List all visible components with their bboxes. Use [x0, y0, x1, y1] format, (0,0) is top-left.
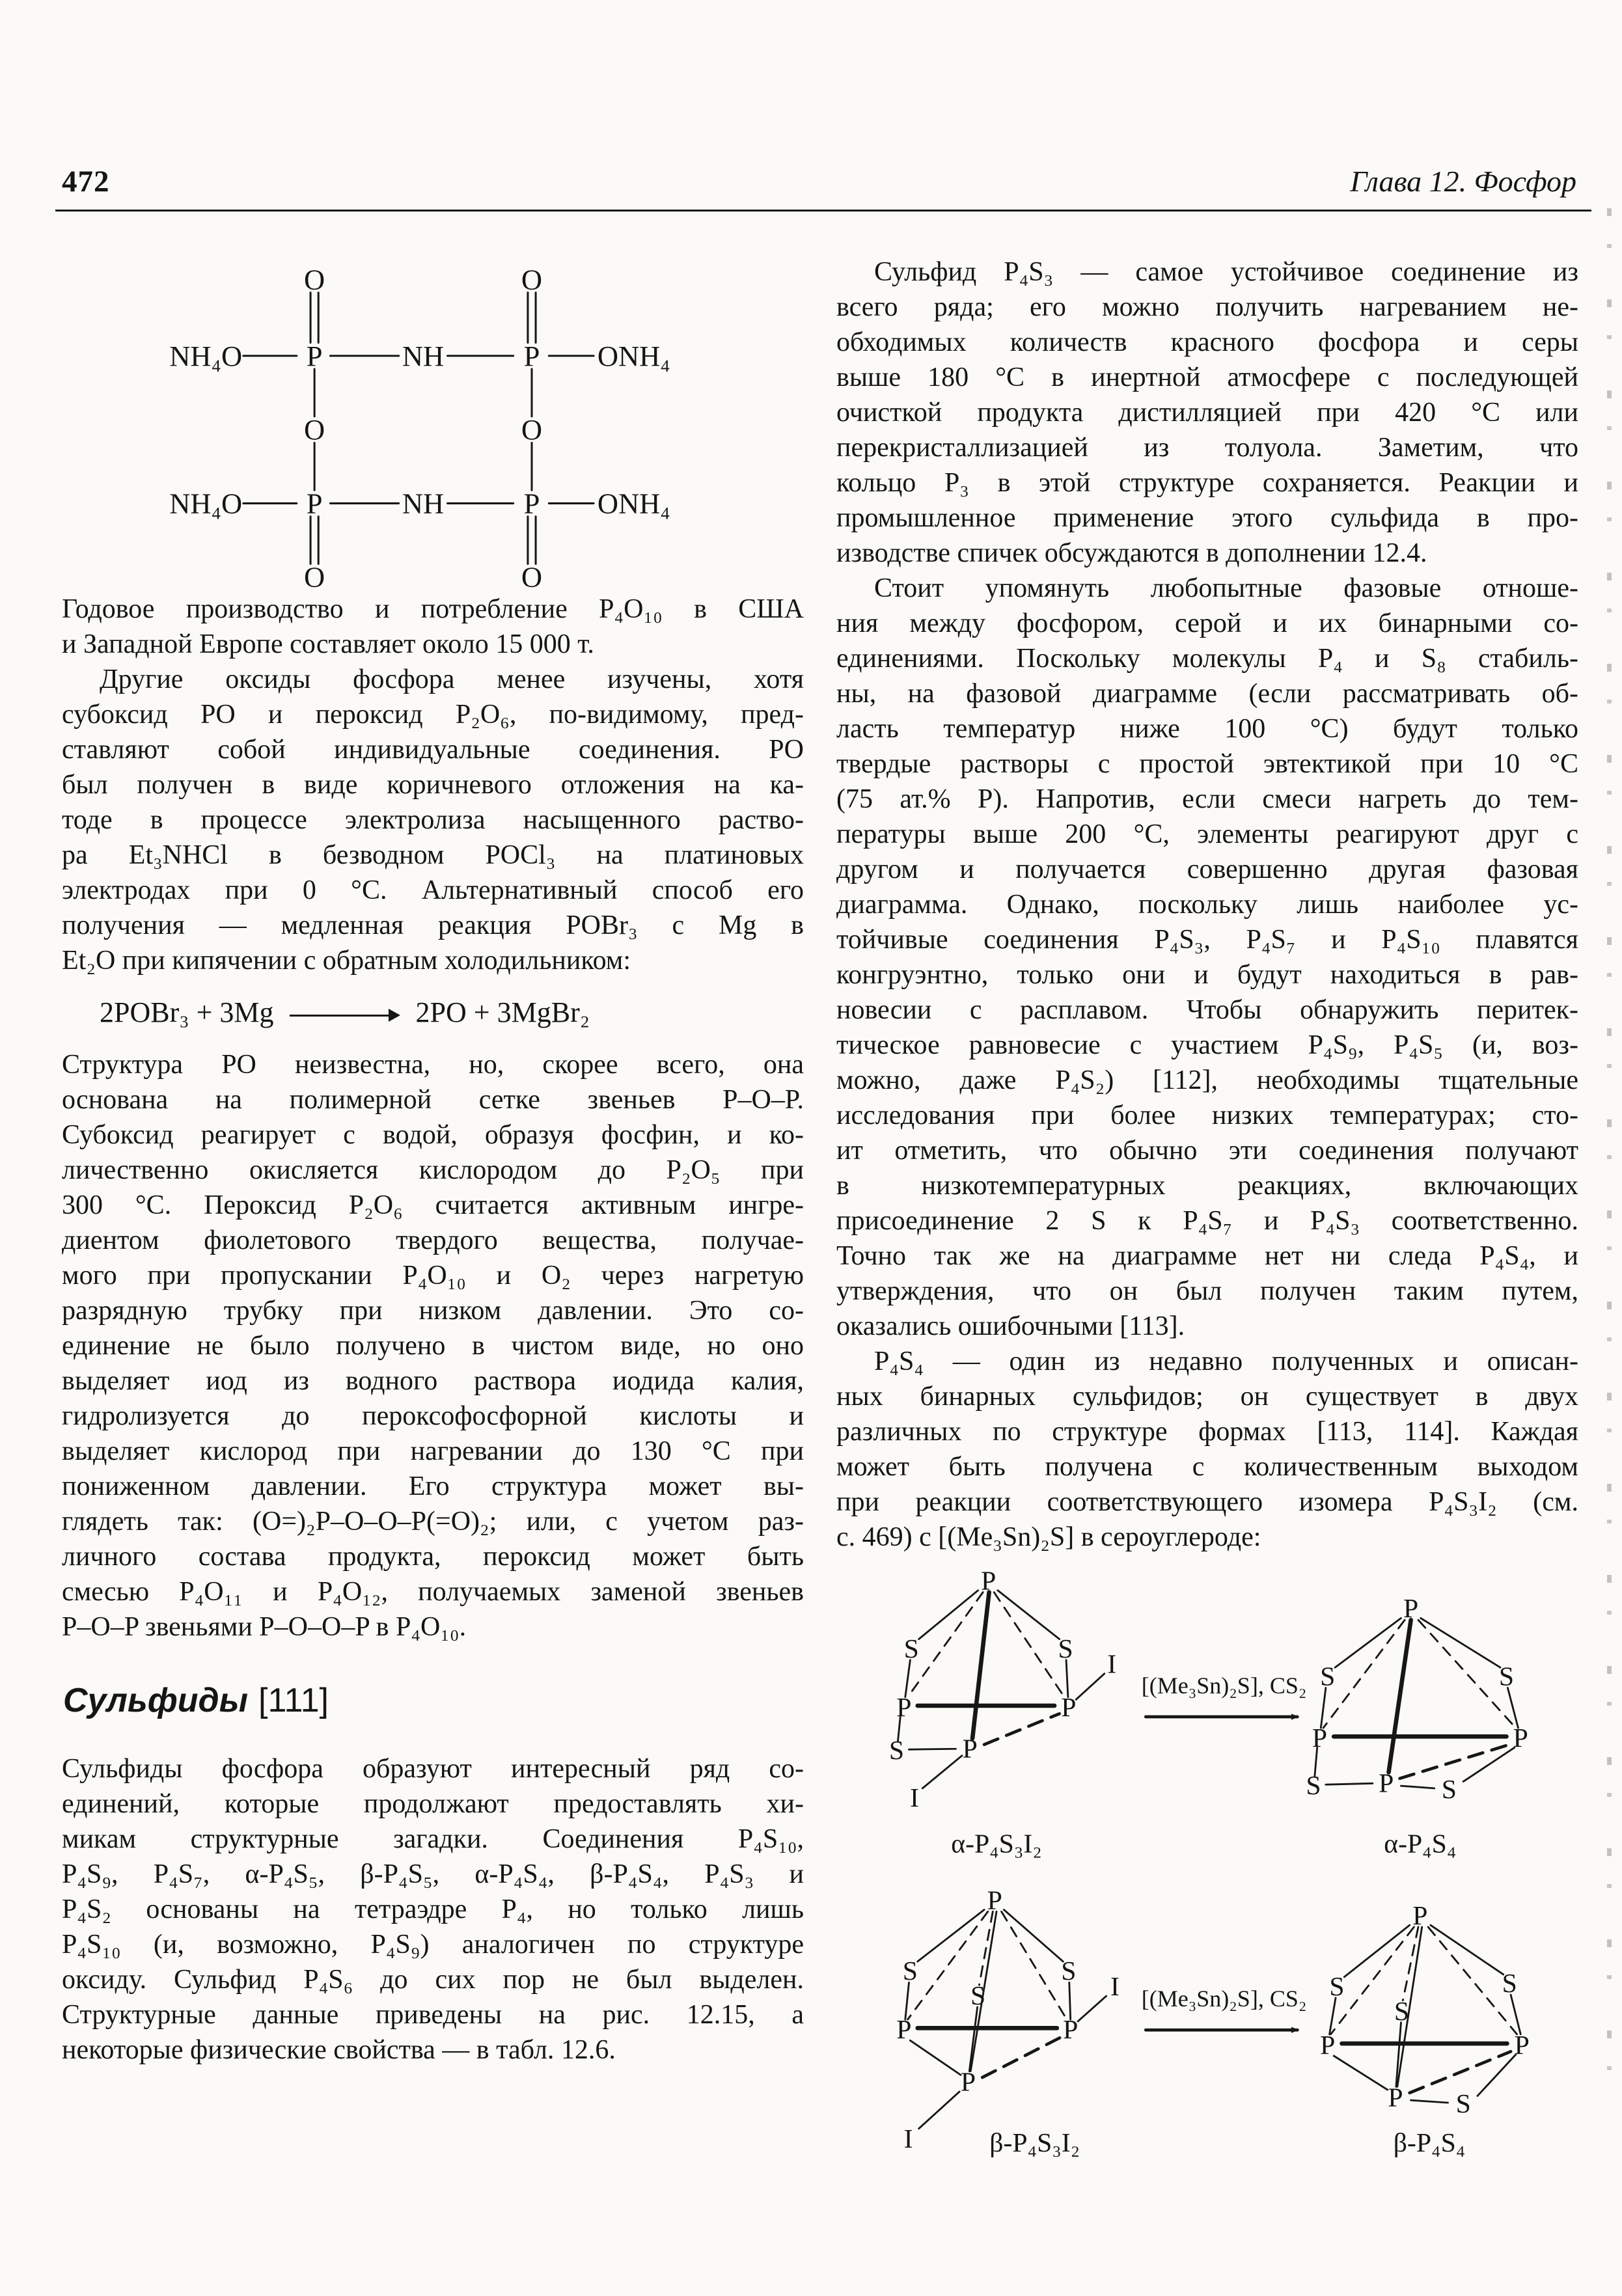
atom-label-s: S	[1306, 1771, 1321, 1801]
text-line: Годовое производство и потребление P₄O₁₀ в США	[62, 594, 804, 624]
text-line: кольцо P₃ в этой структуре сохраняется. Реакции и	[836, 468, 1578, 498]
text-line: и Западной Европе составляет около 15 000 т.	[62, 629, 594, 659]
atom-label-onh4: ONH₄	[597, 339, 670, 372]
text-line: микам структурные загадки. Соединения P₄S₁₀,	[62, 1824, 804, 1854]
atom-label-i: I	[1110, 1971, 1120, 2002]
reactant-label: β-P₄S₃I₂	[989, 2127, 1080, 2158]
text-line: может быть получена с количественным выходом	[836, 1452, 1578, 1482]
paragraph-other-oxides	[62, 662, 804, 978]
paragraph-p4s3	[836, 254, 1578, 571]
text-line: P–O–P звеньями P–O–O–P в P₄O₁₀.	[62, 1612, 467, 1642]
text-line: Et₂O при кипячении с обратным холодильником:	[62, 946, 631, 976]
text-line: Другие оксиды фосфора менее изучены, хотя	[100, 664, 804, 694]
atom-label-o: O	[304, 413, 325, 446]
section-heading-ref: [111]	[258, 1682, 329, 1719]
atom-label-s: S	[888, 1736, 905, 1766]
text-line: изводстве спичек обсуждаются в дополнении 12.4.	[836, 538, 1427, 568]
chapter-title: Глава 12. Фосфор	[1350, 165, 1576, 198]
text-line: Точно так же на диаграмме нет ни следа P₄S₄, и	[836, 1241, 1578, 1271]
paragraph-phase-relations	[836, 571, 1578, 1344]
equation-lhs: 2POBr₃ + 3Mg	[100, 996, 274, 1028]
atom-label-s: S	[1502, 1969, 1517, 1999]
atom-label-s: S	[1455, 2088, 1471, 2119]
text-line: тоде в процессе электролиза насыщенного раство-	[62, 805, 804, 835]
atom-label-p: P	[960, 2067, 976, 2098]
text-line: Структурные данные приведены на рис. 12.15, а	[62, 2000, 804, 2030]
header-rule	[55, 210, 1591, 212]
text-line: выше 180 °C в инертной атмосфере с последующей	[836, 362, 1578, 392]
atom-label-nh: NH	[402, 487, 445, 520]
reagent-label: [(Me₃Sn)₂S], CS₂	[1141, 1673, 1307, 1699]
text-line: присоединение 2 S к P₄S₇ и P₄S₃ соответственно.	[836, 1206, 1578, 1236]
atom-label-p: P	[1379, 1768, 1394, 1799]
atom-label-p: P	[523, 339, 540, 372]
atom-label-p: P	[962, 1734, 978, 1764]
text-line: ны, на фазовой диаграмме (если рассматривать об-	[836, 679, 1578, 709]
reagent-label: [(Me₃Sn)₂S], CS₂	[1141, 1986, 1307, 2012]
text-line: промышленное применение этого сульфида в про-	[836, 503, 1578, 533]
text-line: в низкотемпературных реакциях, включающих	[836, 1171, 1578, 1201]
text-line: Стоит упомянуть любопытные фазовые отноше-	[874, 573, 1578, 603]
text-line: оксиду. Сульфид P₄S₆ до сих пор не был выделен.	[62, 1965, 804, 1995]
atom-label-s: S	[1394, 1996, 1410, 2027]
text-line: Структура PO неизвестна, но, скорее всего, она	[62, 1050, 804, 1080]
atom-label-s: S	[1329, 1971, 1345, 2002]
text-line: единений, которые продолжают предоставлять хи-	[62, 1789, 804, 1819]
product-label: α-P₄S₄	[1384, 1829, 1457, 1859]
atom-label-nh: NH	[402, 339, 445, 372]
scheme-alpha	[856, 1563, 1559, 1871]
text-line: ных бинарных сульфидов; он существует в двух	[836, 1382, 1578, 1412]
text-line: исследования при более низких температурах; сто-	[836, 1100, 1578, 1130]
text-line: субоксид PO и пероксид P₂O₆, по-видимому, пред-	[62, 700, 804, 730]
text-line: гидролизуется до пероксофосфорной кислоты и	[62, 1401, 804, 1431]
atom-label-o: O	[521, 263, 543, 296]
atom-label-o: O	[304, 560, 325, 592]
atom-label-p: P	[1312, 1723, 1328, 1754]
reactant-label: α-P₄S₃I₂	[951, 1829, 1042, 1859]
text-line: ставляют собой индивидуальные соединения. PO	[62, 735, 804, 765]
text-line: выделяет кислород при нагревании до 130 °C при	[62, 1436, 804, 1466]
atom-label-o: O	[521, 413, 543, 446]
atom-label-i: I	[910, 1783, 919, 1814]
atom-label-o: O	[304, 263, 325, 296]
atom-label-nh4o: NH₄O	[169, 487, 243, 520]
atom-label-p: P	[306, 487, 323, 520]
text-line: Субоксид реагирует с водой, образуя фосфин, и ко-	[62, 1120, 804, 1150]
text-line: ния между фосфором, серой и их бинарными со-	[836, 608, 1578, 638]
text-line: электродах при 0 °C. Альтернативный способ его	[62, 875, 804, 905]
paragraph-p4s4	[836, 1344, 1578, 1555]
atom-label-p: P	[1320, 2030, 1336, 2060]
text-line: ра Et₃NHCl в безводном POCl₃ на платиновых	[62, 840, 804, 870]
atom-label-p: P	[896, 1692, 912, 1723]
atom-label-s: S	[970, 1981, 986, 2012]
text-line: всего ряда; его можно получить нагреванием не-	[836, 292, 1578, 322]
text-line: P₄S₁₀ (и, возможно, P₄S₉) аналогичен по структуре	[62, 1930, 804, 1960]
atom-label-p: P	[1063, 2015, 1079, 2045]
atom-label-s: S	[902, 1956, 918, 1987]
text-line: получения — медленная реакция POBr₃ с Mg в	[62, 910, 804, 940]
oxide-structure-figure	[143, 256, 696, 592]
atom-label-p: P	[523, 487, 540, 520]
text-line: диаграмма. Однако, поскольку лишь наиболее ус-	[836, 890, 1578, 920]
atom-label-p: P	[306, 339, 323, 372]
text-line: разрядную трубку при низком давлении. Это со-	[62, 1296, 804, 1326]
text-line: оказались ошибочными [113].	[836, 1311, 1185, 1341]
atom-label-s: S	[1498, 1661, 1515, 1692]
section-heading	[63, 1681, 804, 1720]
text-line: Сульфиды фосфора образуют интересный ряд со-	[62, 1754, 804, 1784]
text-line: утверждения, что он был получен таким путем,	[836, 1276, 1578, 1306]
text-line: основана на полимерной сетке звеньев P–O–P.	[62, 1085, 804, 1115]
text-line: тическое равновесие с участием P₄S₉, P₄S₅ (и, воз-	[836, 1030, 1578, 1060]
text-line: при реакции соответствующего изомера P₄S₃I₂ (см.	[836, 1487, 1578, 1517]
reaction-arrow-icon	[290, 1006, 400, 1024]
paragraph-sulfides-intro	[62, 1751, 804, 2068]
equation-rhs: 2PO + 3MgBr₂	[415, 996, 590, 1028]
atom-label-p: P	[1403, 1594, 1419, 1624]
atom-label-p: P	[1514, 2030, 1530, 2060]
text-line: смесью P₄O₁₁ и P₄O₁₂, получаемых заменой звеньев	[62, 1577, 804, 1607]
atom-label-s: S	[1441, 1774, 1457, 1805]
text-line: был получен в виде коричневого отложения на ка-	[62, 770, 804, 800]
text-line: личного состава продукта, пероксид может быть	[62, 1542, 804, 1572]
text-line: P₄S₉, P₄S₇, α-P₄S₅, β-P₄S₅, α-P₄S₄, β-P₄S₄, P₄S₃ и	[62, 1859, 804, 1889]
atom-label-nh4o: NH₄O	[169, 339, 243, 372]
atom-label-i: I	[1107, 1649, 1117, 1680]
atom-label-p: P	[1513, 1723, 1528, 1754]
paragraph-production	[62, 592, 804, 662]
text-line: (75 ат.% P). Напротив, если смеси нагреть до тем-	[836, 784, 1578, 814]
atom-label-p: P	[1061, 1692, 1077, 1723]
text-line: с. 469) с [(Me₃Sn)₂S] в сероуглероде:	[836, 1522, 1261, 1552]
text-line: ласть температур ниже 100 °C) будут только	[836, 714, 1578, 744]
text-line: мого при пропускании P₄O₁₀ и O₂ через нагретую	[62, 1261, 804, 1291]
text-line: единениями. Поскольку молекулы P₄ и S₈ стабиль-	[836, 644, 1578, 674]
text-line: ит отметить, что обычно эти соединения получают	[836, 1136, 1578, 1166]
text-line: личественно окисляется кислородом до P₂O₅ при	[62, 1155, 804, 1185]
text-line: перекристаллизацией из толуола. Заметим, что	[836, 433, 1578, 463]
reaction-equation	[100, 995, 804, 1030]
text-line: диентом фиолетового твердого вещества, получае-	[62, 1225, 804, 1255]
text-line: P₄S₂ основаны на тетраэдре P₄, но только лишь	[62, 1894, 804, 1924]
atom-label-s: S	[1058, 1633, 1073, 1664]
atom-label-s: S	[1320, 1661, 1336, 1692]
atom-label-s: S	[903, 1633, 919, 1664]
atom-label-p: P	[987, 1885, 1002, 1916]
text-line: тойчивые соединения P₄S₃, P₄S₇ и P₄S₁₀ плавятся	[836, 925, 1578, 955]
atom-label-p: P	[1412, 1900, 1428, 1931]
text-line: различных по структуре формах [113, 114]. Каждая	[836, 1417, 1578, 1447]
atom-label-s: S	[1061, 1956, 1077, 1987]
atom-label-p: P	[1388, 2083, 1403, 2113]
text-line: пературы выше 200 °C, элементы реагируют друг с	[836, 819, 1578, 849]
text-line: очисткой продукта дистилляцией при 420 °C или	[836, 398, 1578, 428]
scan-artifact	[1607, 208, 1612, 2096]
text-line: пониженном давлении. Его структура может вы-	[62, 1471, 804, 1501]
atom-label-p: P	[896, 2015, 912, 2045]
text-line: 300 °C. Пероксид P₂O₆ считается активным ингре-	[62, 1190, 804, 1220]
left-column	[62, 251, 804, 2068]
atom-label-p: P	[981, 1566, 997, 1596]
text-line: P₄S₄ — один из недавно полученных и описан-	[874, 1346, 1578, 1376]
text-line: можно, даже P₄S₂) [112], необходимы тщательные	[836, 1065, 1578, 1095]
page-number: 472	[62, 165, 110, 198]
text-line: обходимых количеств красного фосфора и серы	[836, 327, 1578, 357]
scheme-beta	[856, 1879, 1559, 2163]
right-column	[836, 254, 1578, 2163]
text-line: новесии с расплавом. Чтобы обнаружить перитек-	[836, 995, 1578, 1025]
product-label: β-P₄S₄	[1393, 2127, 1466, 2158]
text-line: другом и получается совершенно другая фазовая	[836, 854, 1578, 884]
text-line: твердые растворы с простой эвтектикой при 10 °C	[836, 749, 1578, 779]
text-line: глядеть так: (O=)₂P–O–O–P(=O)₂; или, с учетом раз-	[62, 1507, 804, 1537]
paragraph-po-structure	[62, 1047, 804, 1645]
atom-label-i: I	[903, 2124, 913, 2154]
text-line: единение не было получено в чистом виде, но оно	[62, 1331, 804, 1361]
text-line: выделяет иод из водного раствора иодида калия,	[62, 1366, 804, 1396]
section-heading-title: Сульфиды	[63, 1682, 249, 1719]
text-line: Сульфид P₄S₃ — самое устойчивое соединение из	[874, 257, 1578, 287]
text-line: некоторые физические свойства — в табл. 12.6.	[62, 2035, 616, 2065]
text-line: конгруэнтно, только они и будут находиться в рав-	[836, 960, 1578, 990]
atom-label-onh4: ONH₄	[597, 487, 670, 520]
atom-label-o: O	[521, 560, 543, 592]
